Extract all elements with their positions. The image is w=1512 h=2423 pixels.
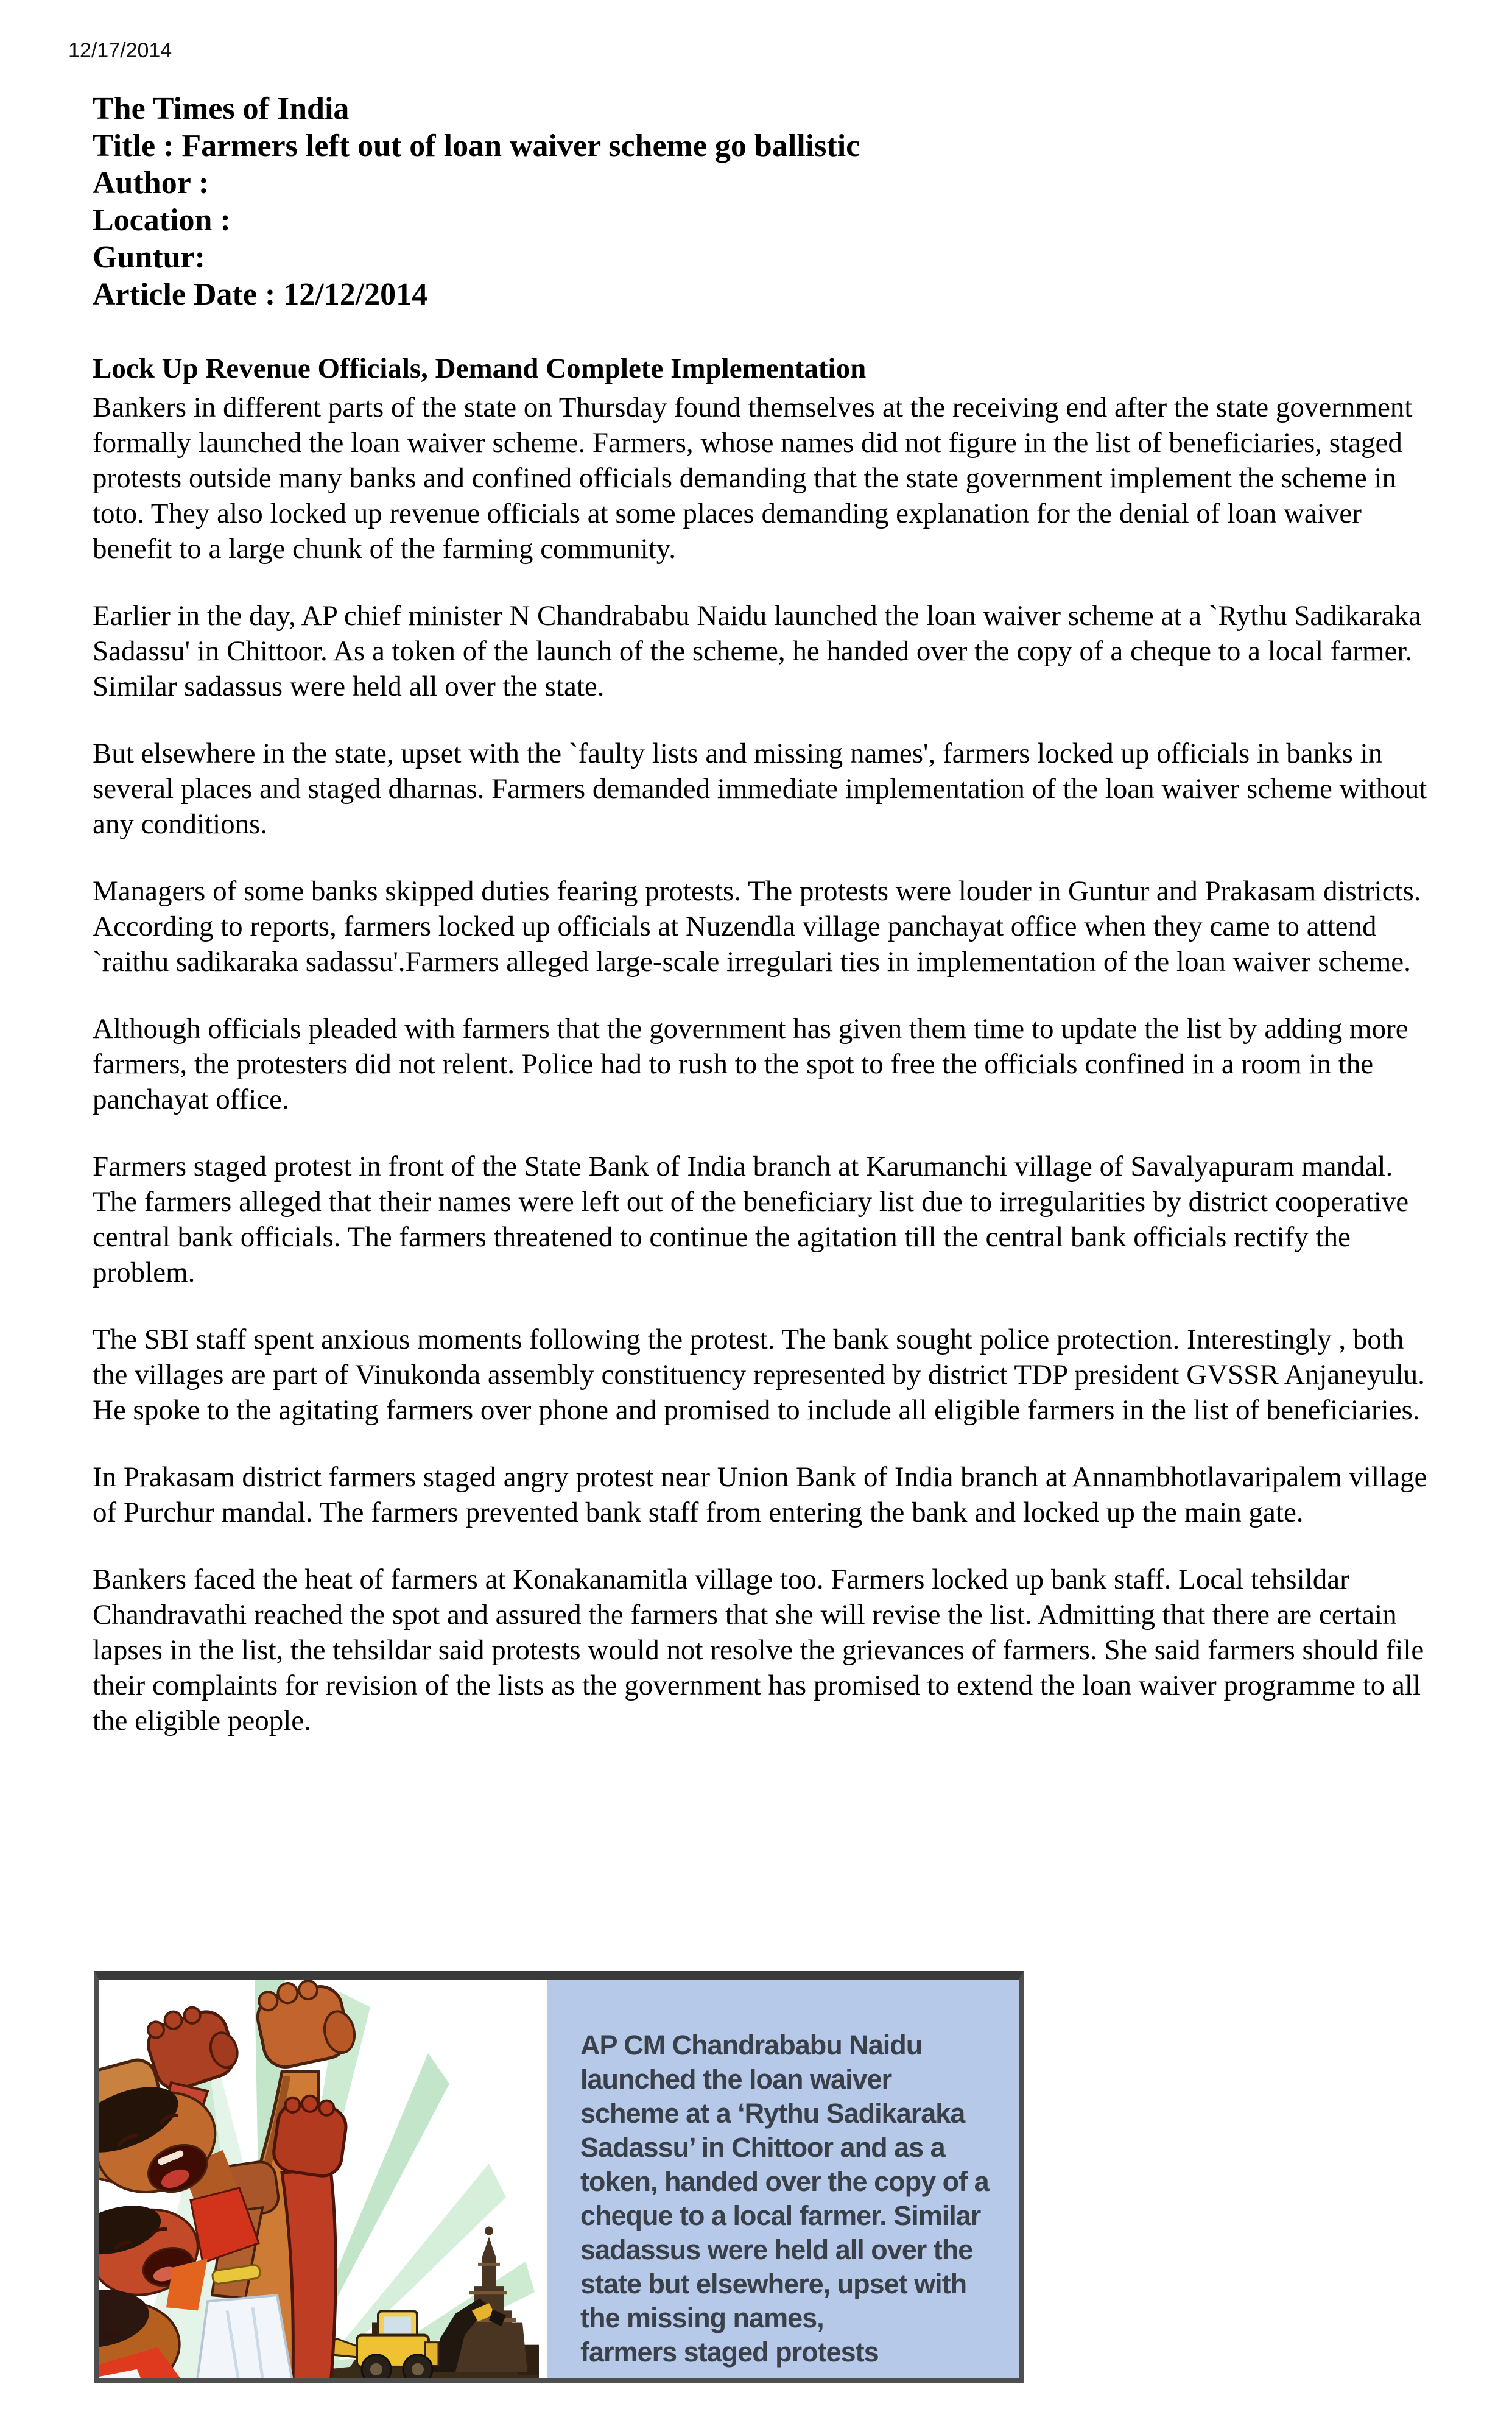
source-name: The Times of India bbox=[93, 91, 350, 126]
article-date-line: Article Date : 12/12/2014 bbox=[93, 277, 428, 312]
paragraph: Bankers faced the heat of farmers at Konakanamitla village too. Farmers locked up bank staff. Local tehsildar Chandravathi reached the spot and assured the farmers that she will revise the list. Admitting that there are certain lapses in the list, the tehsildar said protests would not resolve the grievances of farmers. She said farmers should file their complaints for revision of the lists as the government has promised to extend the loan waiver programme to all the eligible people. bbox=[93, 1564, 1424, 1737]
caption-line: launched the loan waiver bbox=[580, 2064, 892, 2095]
paragraph: But elsewhere in the state, upset with the `faulty lists and missing names', farmers locked up officials in banks in several places and staged dharnas. Farmers demanded immediate implementation of the loan waiver scheme without any conditions. bbox=[93, 738, 1427, 840]
article-header-block bbox=[93, 90, 860, 313]
caption-line: cheque to a local farmer. Similar bbox=[580, 2200, 981, 2231]
caption-line: the missing names, bbox=[580, 2302, 824, 2333]
article-subheading: Lock Up Revenue Officials, Demand Complete Implementation bbox=[93, 353, 867, 384]
figure-gutter bbox=[539, 1980, 547, 2378]
paragraph: The SBI staff spent anxious moments following the protest. The bank sought police protection. Interestingly , both the villages are part of Vinukonda assembly constituency represented by district TDP president GVSSR Anjaneyulu. He spoke to the agitating farmers over phone and promised to include all eligible farmers in the list of beneficiaries. bbox=[93, 1324, 1425, 1426]
caption-line: token, handed over the copy of a bbox=[580, 2166, 989, 2197]
paragraph: Although officials pleaded with farmers that the government has given them time to update the list by adding more farmers, the protesters did not relent. Police had to rush to the spot to free the officials confined in a room in the panchayat office. bbox=[93, 1013, 1408, 1115]
protest-illustration-wrap bbox=[99, 1980, 539, 2378]
print-date: 12/17/2014 bbox=[68, 39, 172, 62]
caption-line: farmers staged protests bbox=[580, 2337, 879, 2368]
paragraph: Bankers in different parts of the state on Thursday found themselves at the receiving end after the state government formally launched the loan waiver scheme. Farmers, whose names did not figure in the list of beneficiaries, staged protests outside many banks and confined officials demanding that the state government implement the scheme in toto. They also locked up revenue officials at some places demanding explanation for the denial of loan waiver benefit to a large chunk of the farming community. bbox=[93, 392, 1413, 565]
caption-line: scheme at a ‘Rythu Sadikaraka bbox=[580, 2098, 965, 2129]
paragraph: Farmers staged protest in front of the State Bank of India branch at Karumanchi village of Savalyapuram mandal. The farmers alleged that their names were left out of the beneficiary list due to irregularities by district cooperative central bank officials. The farmers threatened to continue the agitation till the central bank officials rectify the problem. bbox=[93, 1151, 1409, 1288]
paragraph: Managers of some banks skipped duties fearing protests. The protests were louder in Guntur and Prakasam districts. According to reports, farmers locked up officials at Nuzendla village panchayat office when they came to attend `raithu sadikaraka sadassu'.Farmers alleged large-scale irregulari ties in implementation of the loan waiver scheme. bbox=[93, 875, 1421, 978]
author-line: Author : bbox=[93, 166, 209, 200]
title-line: Title : Farmers left out of loan waiver scheme go ballistic bbox=[93, 129, 860, 163]
caption-line: Sadassu’ in Chittoor and as a bbox=[580, 2132, 945, 2163]
city-line: Guntur: bbox=[93, 240, 205, 275]
paragraph: Earlier in the day, AP chief minister N Chandrababu Naidu launched the loan waiver scheme at a `Rythu Sadikaraka Sadassu' in Chittoor. As a token of the launch of the scheme, he handed over the copy of a cheque to a local farmer. Similar sadassus were held all over the state. bbox=[93, 600, 1422, 702]
paragraph: In Prakasam district farmers staged angry protest near Union Bank of India branch at Annambhotlavaripalem village of Purchur mandal. The farmers prevented bank staff from entering the bank and locked up the main gate. bbox=[93, 1461, 1427, 1528]
location-line: Location : bbox=[93, 203, 231, 238]
caption-line: AP CM Chandrababu Naidu bbox=[580, 2030, 923, 2061]
protest-illustration bbox=[99, 1980, 539, 2378]
figure-caption bbox=[547, 1980, 1019, 2378]
caption-line: sadassus were held all over the bbox=[580, 2234, 973, 2265]
caption-line: state but elsewhere, upset with bbox=[580, 2268, 967, 2299]
news-figure bbox=[94, 1971, 1024, 2383]
article-body bbox=[93, 351, 1441, 1770]
